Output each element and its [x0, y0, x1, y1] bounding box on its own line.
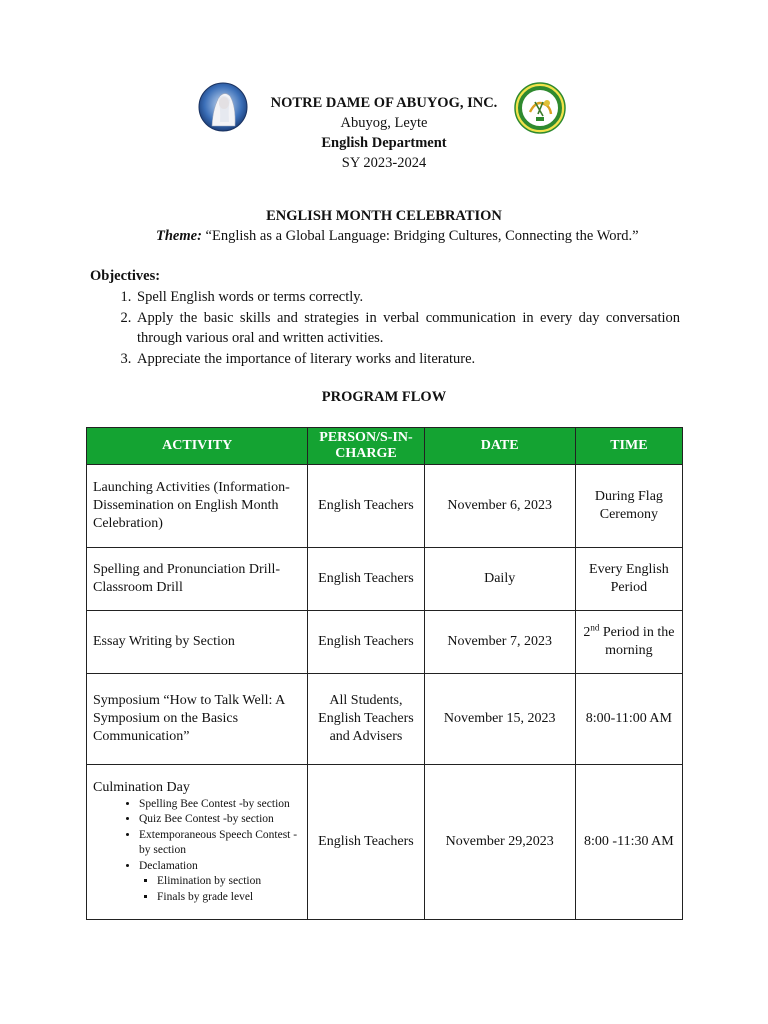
column-header-time: TIME — [575, 428, 682, 465]
person-cell: English Teachers — [308, 611, 424, 674]
theme-text: “English as a Global Language: Bridging Cultures, Connecting the Word.” — [201, 228, 639, 244]
table-row — [87, 765, 683, 920]
date-cell: November 15, 2023 — [424, 674, 575, 765]
column-header-date: DATE — [424, 428, 575, 465]
school-location: Abuyog, Leyte — [340, 115, 428, 131]
list-item — [139, 859, 301, 906]
school-year: SY 2023-2024 — [341, 155, 427, 171]
culmination-subitems — [93, 797, 301, 906]
column-header-activity: ACTIVITY — [87, 428, 308, 465]
objective-item: 2. Apply the basic skills and strategies in verbal communication in every day conversation through various oral and written activities. — [135, 308, 680, 349]
objectives-heading: Objectives: — [90, 268, 161, 284]
activity-cell: Symposium “How to Talk Well: A Symposium on the Basics Communication” — [87, 674, 308, 765]
list-item: • Spelling Bee Contest -by section — [139, 797, 301, 813]
time-cell: 8:00-11:00 AM — [575, 674, 682, 765]
date-cell: November 7, 2023 — [424, 611, 575, 674]
time-cell: 8:00 -11:30 AM — [575, 765, 682, 920]
time-cell: During Flag Ceremony — [575, 465, 682, 548]
objective-item: 1. Spell English words or terms correctly. — [135, 287, 680, 308]
declamation-label: Declamation — [139, 859, 198, 872]
time-number: 2 — [583, 625, 591, 640]
declamation-subitems — [139, 874, 301, 905]
objective-item: 3. Appreciate the importance of literary works and literature. — [135, 349, 680, 370]
objectives-list — [90, 287, 680, 369]
school-header — [254, 93, 514, 173]
time-cell: Every English Period — [575, 548, 682, 611]
person-cell: English Teachers — [308, 465, 424, 548]
list-item: ▪ Elimination by section — [157, 874, 301, 890]
activity-cell: Spelling and Pronunciation Drill-Classroom Drill — [87, 548, 308, 611]
table-row — [87, 674, 683, 765]
event-theme — [156, 228, 639, 245]
time-text: Period in the morning — [599, 625, 675, 658]
person-cell: English Teachers — [308, 765, 424, 920]
date-cell: November 29,2023 — [424, 765, 575, 920]
list-item: • Quiz Bee Contest -by section — [139, 812, 301, 828]
school-name: NOTRE DAME OF ABUYOG, INC. — [270, 95, 498, 111]
event-title: ENGLISH MONTH CELEBRATION — [266, 208, 502, 224]
culmination-title: Culmination Day — [93, 779, 190, 795]
theme-label: Theme: — [156, 228, 202, 244]
person-cell: English Teachers — [308, 548, 424, 611]
person-cell: All Students, English Teachers and Advisers — [308, 674, 424, 765]
table-row — [87, 465, 683, 548]
date-cell: Daily — [424, 548, 575, 611]
activity-cell: Launching Activities (Information-Dissemination on English Month Celebration) — [87, 465, 308, 548]
objectives-section — [90, 266, 680, 369]
program-flow-heading: PROGRAM FLOW — [321, 389, 447, 405]
table-row — [87, 548, 683, 611]
table-header-row — [87, 428, 683, 465]
date-cell: November 6, 2023 — [424, 465, 575, 548]
column-header-person: PERSON/S-IN-CHARGE — [308, 428, 424, 465]
list-item: • Extemporaneous Speech Contest -by section — [139, 828, 301, 859]
list-item: ▪ Finals by grade level — [157, 890, 301, 906]
activity-cell: Essay Writing by Section — [87, 611, 308, 674]
activity-cell — [87, 765, 308, 920]
department-name: English Department — [321, 135, 447, 151]
time-ordinal: nd — [590, 622, 600, 633]
time-cell — [575, 611, 682, 674]
virgin-mary-seal-icon — [198, 82, 248, 132]
program-flow-table — [86, 427, 683, 920]
table-row — [87, 611, 683, 674]
school-seal-icon — [514, 82, 566, 134]
